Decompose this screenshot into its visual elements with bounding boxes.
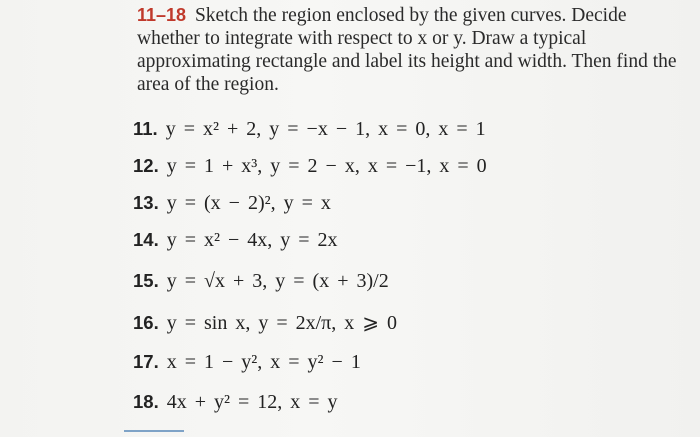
- problem-14: [133, 229, 338, 259]
- problem-expression: y = x² + 2, y = −x − 1, x = 0, x = 1: [165, 118, 486, 140]
- exercise-range: 11–18: [137, 5, 187, 25]
- problem-number: 13.: [133, 192, 159, 213]
- problem-11: [133, 118, 486, 148]
- problem-expression: y = sin x, y = 2x/π, x ⩾ 0: [166, 312, 398, 334]
- problem-expression: y = (x − 2)², y = x: [166, 192, 331, 214]
- problem-expression: y = x² − 4x, y = 2x: [166, 229, 338, 251]
- problem-16: [133, 310, 397, 340]
- problem-number: 18.: [133, 391, 159, 412]
- problem-number: 14.: [133, 229, 159, 250]
- problem-13: [133, 192, 331, 222]
- problem-12: [133, 155, 487, 185]
- problem-number: 17.: [133, 351, 159, 372]
- problem-number: 12.: [133, 155, 159, 176]
- problem-expression: y = √x + 3, y = (x + 3)/2: [166, 270, 389, 292]
- problem-expression: y = 1 + x³, y = 2 − x, x = −1, x = 0: [166, 155, 487, 177]
- page-edge-divider: [124, 430, 184, 432]
- instructions-text: Sketch the region enclosed by the given curves. Decide whether to integrate with respect to x or y. Draw a typical approximating rectangle and label its height and width. Then find the area of the region.: [137, 5, 677, 95]
- problem-number: 11.: [133, 118, 158, 139]
- problem-number: 15.: [133, 270, 159, 291]
- problem-expression: 4x + y² = 12, x = y: [166, 391, 338, 413]
- problem-15: [133, 270, 389, 300]
- exercise-instructions: [137, 4, 677, 96]
- problem-expression: x = 1 − y², x = y² − 1: [166, 351, 361, 373]
- problem-17: [133, 351, 361, 381]
- problem-number: 16.: [133, 312, 159, 333]
- problem-18: [133, 391, 338, 421]
